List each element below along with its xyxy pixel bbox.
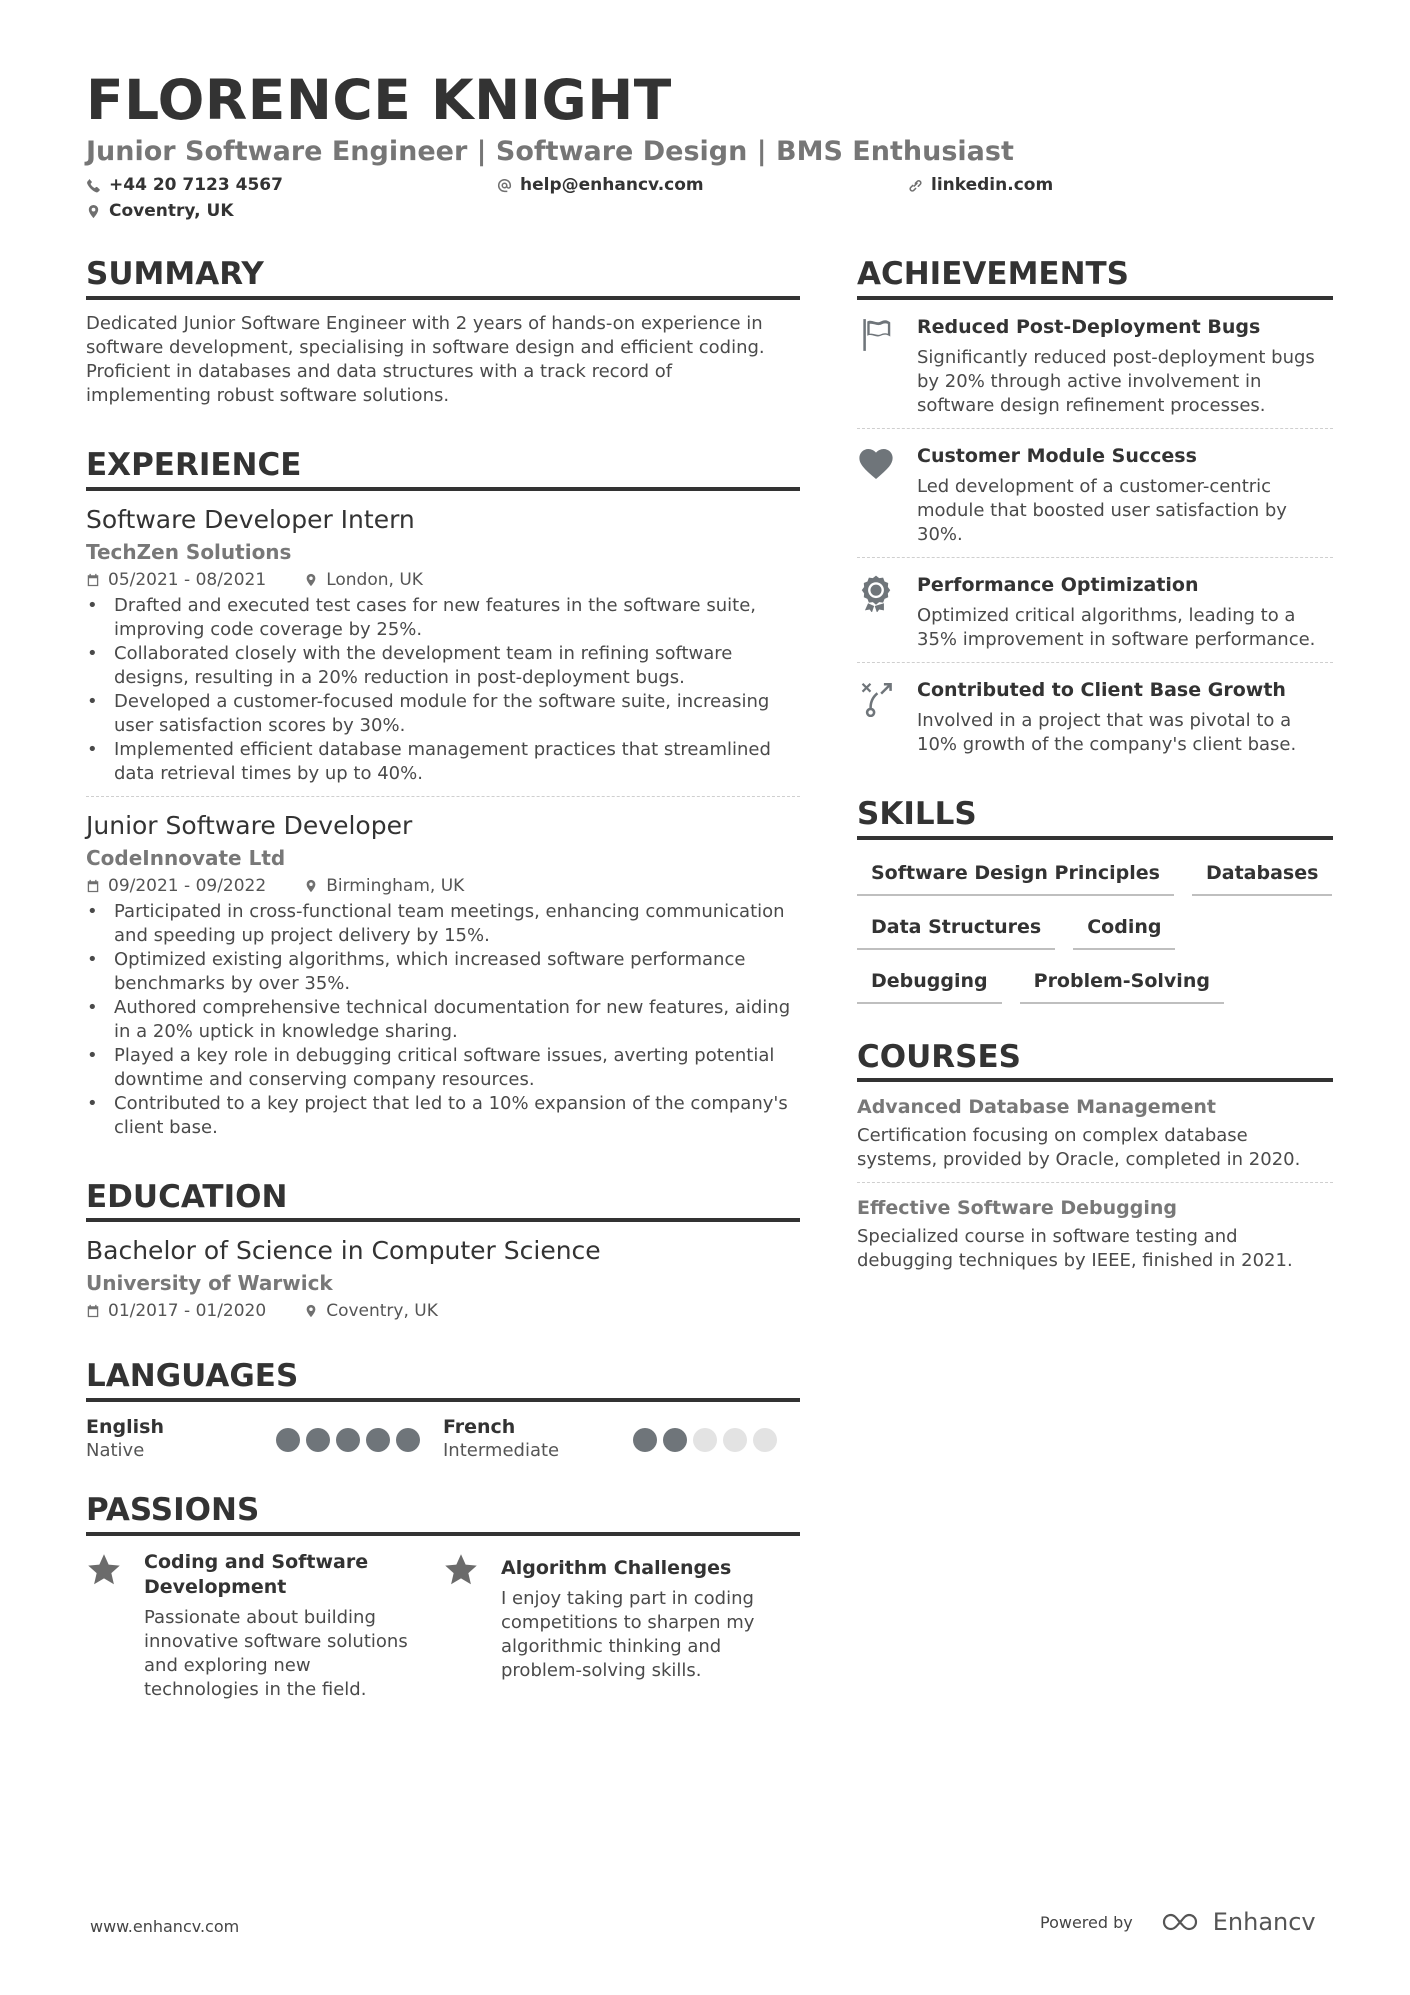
education-degree: Bachelor of Science in Computer Science: [86, 1236, 601, 1266]
education-school: University of Warwick: [86, 1271, 333, 1296]
job-dates: 05/2021 - 08/2021: [108, 569, 267, 590]
achievement-item: [857, 558, 1333, 663]
achievement-title: Reduced Post-Deployment Bugs: [917, 315, 1261, 338]
job-bullet: • Authored comprehensive technical documentation for new features, aiding in a 20% uptick in knowledge sharing.: [114, 996, 800, 1044]
location-pin-icon: [304, 1304, 318, 1318]
job-entry: [86, 505, 800, 786]
job-meta: [86, 876, 800, 896]
job-bullet: • Drafted and executed test cases for new features in the software suite, improving code coverage by 25%.: [114, 594, 800, 642]
contact-email[interactable]: [497, 175, 704, 195]
passion-item: [443, 1550, 800, 1702]
course-title: Advanced Database Management: [857, 1096, 1216, 1119]
job-entry: [86, 811, 800, 1140]
rating-dot-empty: [723, 1428, 747, 1452]
rating-dot-filled: [396, 1428, 420, 1452]
course-item: [857, 1183, 1333, 1283]
award-icon: [857, 574, 895, 612]
rating-dot-filled: [306, 1428, 330, 1452]
summary-section: [86, 255, 800, 408]
rating-dot-filled: [633, 1428, 657, 1452]
education-section: [86, 1178, 800, 1322]
education-location: Coventry, UK: [326, 1301, 438, 1322]
job-divider: [86, 796, 800, 797]
calendar-icon: [86, 1304, 100, 1318]
link-icon: [908, 178, 923, 193]
course-title: Effective Software Debugging: [857, 1197, 1177, 1220]
rating-dot-filled: [276, 1428, 300, 1452]
summary-text: Dedicated Junior Software Engineer with 2 years of hands-on experience in software development, specialising in software design and efficient coding. Proficient in databases and data structures with a track record of implementing robust software solutions.: [86, 312, 765, 406]
path-icon: [857, 679, 895, 717]
achievement-description: Led development of a customer-centric module that boosted user satisfaction by 30%.: [917, 475, 1287, 545]
location-pin-icon: [86, 204, 101, 219]
languages-list: [86, 1416, 800, 1461]
location-pin-icon: [304, 573, 318, 587]
education-meta: [86, 1301, 800, 1321]
skill-tag: Debugging: [857, 964, 1002, 1004]
achievement-item: [857, 300, 1333, 429]
job-bullets: [86, 594, 800, 786]
language-rating: [633, 1428, 777, 1452]
candidate-name: FLORENCE KNIGHT: [86, 68, 672, 132]
brand-logo[interactable]: [1159, 1908, 1316, 1936]
achievement-item: [857, 663, 1333, 767]
powered-by-label: Powered by: [1040, 1912, 1133, 1932]
passion-title: Coding and Software Development: [144, 1550, 369, 1598]
footer-branding: [1040, 1908, 1316, 1936]
achievements-heading: ACHIEVEMENTS: [857, 255, 1333, 300]
skill-tag: Problem-Solving: [1020, 964, 1224, 1004]
job-company: TechZen Solutions: [86, 539, 292, 564]
job-bullet: • Contributed to a key project that led to a 10% expansion of the company's client base.: [114, 1092, 800, 1140]
language-name: French: [443, 1416, 516, 1438]
courses-heading: COURSES: [857, 1038, 1333, 1083]
skill-tag: Software Design Principles: [857, 856, 1174, 896]
language-level: Intermediate: [443, 1440, 560, 1461]
job-bullet: • Developed a customer-focused module for the software suite, increasing user satisfaction scores by 30%.: [114, 690, 800, 738]
job-meta: [86, 570, 800, 590]
passion-item: [86, 1550, 443, 1702]
courses-section: [857, 1038, 1333, 1284]
languages-heading: LANGUAGES: [86, 1357, 800, 1402]
passion-title: Algorithm Challenges: [501, 1556, 732, 1579]
passions-heading: PASSIONS: [86, 1491, 800, 1536]
passions-section: [86, 1491, 800, 1702]
skills-heading: SKILLS: [857, 795, 1333, 840]
job-company: CodeInnovate Ltd: [86, 845, 286, 870]
job-bullet: • Played a key role in debugging critical software issues, averting potential downtime and conserving company resources.: [114, 1044, 800, 1092]
skills-section: [857, 795, 1333, 1004]
rating-dot-empty: [753, 1428, 777, 1452]
language-rating: [276, 1428, 420, 1452]
contact-website[interactable]: [908, 175, 1053, 195]
job-location: Birmingham, UK: [326, 875, 465, 896]
job-bullet: • Implemented efficient database management practices that streamlined data retrieval times by up to 40%.: [114, 738, 800, 786]
achievement-title: Performance Optimization: [917, 573, 1199, 596]
education-dates: 01/2017 - 01/2020: [108, 1301, 267, 1322]
website-text[interactable]: linkedin.com: [931, 175, 1054, 195]
job-bullets: [86, 900, 800, 1140]
job-dates: 09/2021 - 09/2022: [108, 875, 267, 896]
brand-name: Enhancv: [1212, 1908, 1316, 1936]
job-bullet: • Participated in cross-functional team meetings, enhancing communication and speeding up project delivery by 15%.: [114, 900, 800, 948]
skill-tag: Coding: [1073, 910, 1175, 950]
course-description: Certification focusing on complex database systems, provided by Oracle, completed in 2020.: [857, 1125, 1301, 1171]
course-description: Specialized course in software testing and debugging techniques by IEEE, finished in 2021.: [857, 1226, 1293, 1272]
language-item: [86, 1416, 443, 1461]
language-name: English: [86, 1416, 164, 1438]
job-role: Junior Software Developer: [86, 810, 413, 840]
job-bullet: • Optimized existing algorithms, which increased software performance benchmarks by over 35%.: [114, 948, 800, 996]
heart-icon: [857, 445, 895, 483]
passion-description: Passionate about building innovative software solutions and exploring new technologies in the field.: [144, 1606, 408, 1700]
location-text: Coventry, UK: [109, 201, 234, 221]
experience-heading: EXPERIENCE: [86, 446, 800, 491]
location-pin-icon: [304, 879, 318, 893]
phone-icon: [86, 178, 101, 193]
achievement-description: Optimized critical algorithms, leading to a 35% improvement in software performance.: [917, 604, 1316, 650]
language-level: Native: [86, 1440, 145, 1461]
skills-list: [857, 856, 1333, 1004]
candidate-tagline: Junior Software Engineer | Software Design | BMS Enthusiast: [86, 136, 1014, 167]
skill-tag: Databases: [1192, 856, 1332, 896]
calendar-icon: [86, 573, 100, 587]
left-column: [86, 255, 800, 1702]
language-item: [443, 1416, 800, 1461]
contact-phone: [86, 175, 283, 195]
passion-description: I enjoy taking part in coding competitions to sharpen my algorithmic thinking and problem-solving skills.: [501, 1587, 755, 1681]
star-icon: [443, 1552, 479, 1588]
right-column: [857, 255, 1333, 1283]
achievement-title: Contributed to Client Base Growth: [917, 678, 1286, 701]
summary-heading: SUMMARY: [86, 255, 800, 300]
email-text[interactable]: help@enhancv.com: [520, 175, 704, 195]
enhancv-logo-icon: [1159, 1910, 1205, 1934]
education-heading: EDUCATION: [86, 1178, 800, 1223]
rating-dot-filled: [663, 1428, 687, 1452]
achievement-title: Customer Module Success: [917, 444, 1197, 467]
job-bullet: • Collaborated closely with the development team in refining software designs, resulting in a 20% reduction in post-deployment bugs.: [114, 642, 800, 690]
flag-icon: [857, 316, 895, 354]
achievement-description: Significantly reduced post-deployment bugs by 20% through active involvement in software design refinement processes.: [917, 346, 1315, 416]
phone-text: +44 20 7123 4567: [109, 175, 283, 195]
rating-dot-filled: [366, 1428, 390, 1452]
star-icon: [86, 1552, 122, 1588]
achievement-item: [857, 429, 1333, 558]
job-location: London, UK: [326, 569, 423, 590]
contact-location: [86, 201, 234, 221]
footer-website[interactable]: www.enhancv.com: [90, 1917, 240, 1936]
rating-dot-filled: [336, 1428, 360, 1452]
passions-list: [86, 1550, 800, 1702]
at-icon: [497, 178, 512, 193]
languages-section: [86, 1357, 800, 1461]
achievement-description: Involved in a project that was pivotal to a 10% growth of the company's client base.: [917, 709, 1297, 755]
course-item: [857, 1082, 1333, 1183]
rating-dot-empty: [693, 1428, 717, 1452]
skill-tag: Data Structures: [857, 910, 1055, 950]
achievements-section: [857, 255, 1333, 767]
job-role: Software Developer Intern: [86, 504, 415, 534]
experience-section: [86, 446, 800, 1140]
calendar-icon: [86, 879, 100, 893]
